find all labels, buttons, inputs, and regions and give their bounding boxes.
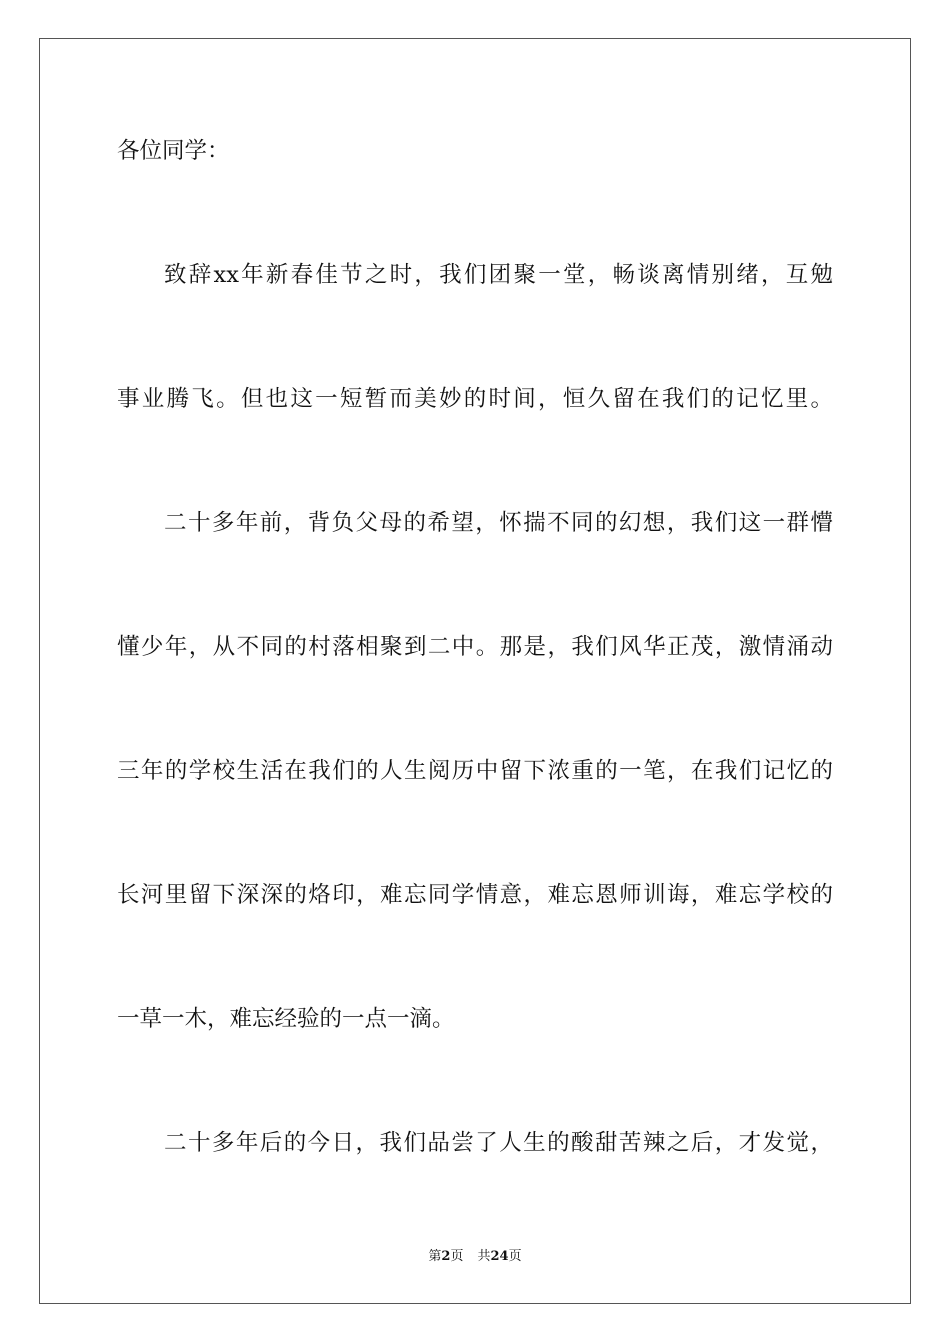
page-label-prefix: 第 [428,1249,442,1264]
paragraph-line: 三年的学校生活在我们的人生阅历中留下浓重的一笔，在我们记忆的 [117,758,833,784]
total-pages: 24 [490,1249,509,1264]
total-label-suffix: 页 [508,1249,522,1264]
paragraph-line: 二十多年前，背负父母的希望，怀揣不同的幻想，我们这一群懵 [164,510,833,536]
paragraph-line: 二十多年后的今日，我们品尝了人生的酸甜苦辣之后，才发觉， [164,1130,833,1156]
paragraph-line: 事业腾飞。但也这一短暂而美妙的时间，恒久留在我们的记忆里。 [117,386,833,412]
salutation-line: 各位同学： [117,138,230,164]
page-label-suffix: 页 [450,1249,464,1264]
paragraph-line: 长河里留下深深的烙印，难忘同学情意，难忘恩师训诲，难忘学校的 [117,882,833,908]
total-label-prefix: 共 [477,1249,491,1264]
paragraph-line: 懂少年，从不同的村落相聚到二中。那是，我们风华正茂，激情涌动 [117,634,833,660]
page-border [39,38,911,1304]
paragraph-line: 致辞xx年新春佳节之时，我们团聚一堂，畅谈离情别绪，互勉 [164,262,833,288]
paragraph-line: 一草一木，难忘经验的一点一滴。 [117,1006,455,1032]
page-footer [0,1248,950,1266]
page-number: 2 [441,1249,451,1264]
